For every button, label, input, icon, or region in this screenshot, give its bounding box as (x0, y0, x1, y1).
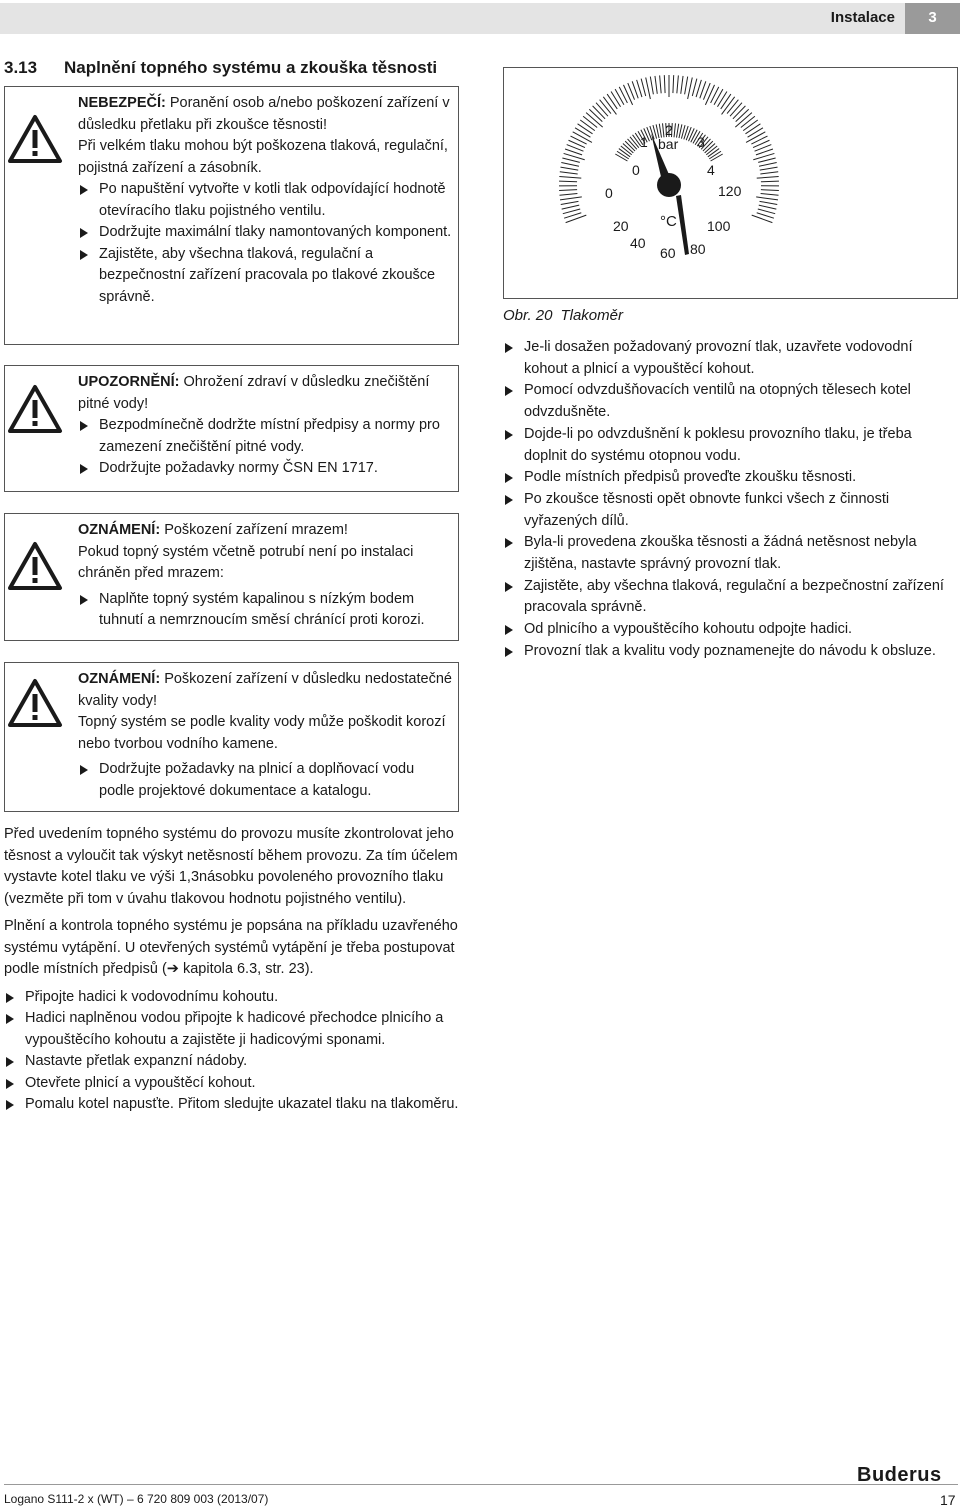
gauge-tick (559, 194, 577, 196)
gauge-tick (685, 77, 688, 95)
gauge-tick (593, 106, 606, 119)
gauge-tick (696, 80, 701, 97)
caution-lead: Ohrožení zdraví v důsledku znečištění pitné vody! (78, 374, 430, 412)
gauge-tick (759, 163, 777, 167)
gauge-tick (559, 176, 581, 178)
caution-text (78, 372, 452, 480)
gauge-tick (745, 124, 760, 134)
gauge-tick (560, 172, 578, 174)
gauge-tick (641, 79, 646, 96)
gauge-tick (756, 197, 778, 200)
notice-lead: Poškození zařízení mrazem! (160, 522, 348, 538)
danger-box (4, 86, 459, 345)
gauge-tick (733, 106, 746, 119)
bar-scale-2: 2 (665, 122, 673, 138)
gauge-tick (583, 116, 597, 127)
gauge-tick (596, 103, 608, 116)
body-paragraph: Před uvedením topného systému do provozu musíte zkontrolovat jeho těsnost a vyloučit tak výskyt netěsností během provozu. Za tím účelem vystavte kotel tlaku ve výši 1,3násobku povoleného provozního tlaku (vezměte při tom v úvahu tlakovou hodnotu pojistného ventilu). (4, 826, 458, 907)
gauge-tick (589, 109, 602, 121)
list-item: Připojte hadici k vodovodnímu kohoutu. (4, 987, 459, 1009)
temp-scale-120: 120 (718, 183, 742, 199)
chapter-number: 3 (928, 9, 937, 26)
list-item: Dodržujte požadavky na plnicí a doplňovací vodu podle projektové dokumentace a katalogu. (78, 759, 452, 802)
gauge-tick (655, 76, 657, 94)
temp-unit-label: °C (660, 213, 677, 230)
caution-label: UPOZORNĚNÍ: (78, 374, 180, 390)
brand-logo: Buderus (857, 1464, 942, 1486)
gauge-tick (681, 76, 683, 94)
notice-para: Topný systém se podle kvality vody může poškodit korozí nebo tvorbou vodního kamene. (78, 714, 446, 752)
notice-para: Pokud topný systém včetně potrubí není po instalaci chráněn před mrazem: (78, 543, 414, 581)
notice-label: OZNÁMENÍ: (78, 671, 161, 687)
figure-title: Tlakoměr (560, 307, 623, 324)
document-reference: Logano S111-2 x (WT) – 6 720 809 003 (2013/07) (4, 1492, 269, 1506)
gauge-tick (721, 94, 731, 109)
gauge-tick (741, 116, 755, 127)
gauge-inner-tick (615, 154, 627, 161)
gauge-tick (563, 209, 580, 214)
list-item: Dodržujte požadavky normy ČSN EN 1717. (78, 458, 452, 480)
temp-scale-20: 20 (613, 218, 629, 234)
danger-label: NEBEZPEČÍ: (78, 95, 166, 111)
notice-water-box (4, 662, 459, 812)
gauge-tick (673, 75, 674, 93)
section-heading (4, 58, 437, 78)
header-title: Instalace (830, 9, 895, 26)
gauge-tick (575, 128, 590, 137)
gauge-tick (746, 132, 765, 143)
gauge-tick (727, 100, 738, 114)
notice-water-text (78, 669, 452, 802)
gauge-tick (571, 136, 587, 144)
gauge-tick (760, 167, 778, 170)
danger-lead: Poranění osob a/nebo poškození zařízení v důsledku přetlaku při zkoušce těsnosti! (78, 95, 450, 133)
notice-frost-box (4, 513, 459, 641)
gauge-tick (637, 80, 642, 97)
gauge-tick (730, 103, 742, 116)
gauge-tick (748, 128, 763, 137)
gauge-tick (705, 85, 714, 105)
gauge-tick (758, 209, 775, 214)
list-item: Pomocí odvzdušňovacích ventilů na otopných tělesech kotel odvzdušněte. (503, 380, 958, 423)
notice-list (78, 759, 452, 802)
notice-frost-text (78, 520, 452, 632)
list-item: Dojde-li po odvzdušnění k poklesu provozního tlaku, je třeba doplnit do systému otopnou vodu. (503, 424, 958, 467)
gauge-tick (560, 167, 578, 170)
gauge-tick (562, 158, 579, 162)
list-item: Dodržujte maximální tlaky namontovaných komponent. (78, 222, 452, 244)
gauge-tick (660, 75, 662, 93)
gauge-tick (736, 109, 749, 121)
body-text (4, 824, 459, 1116)
gauge-tick (760, 172, 778, 174)
list-item: Bezpodmínečně dodržte místní předpisy a normy pro zamezení znečištění pitné vody. (78, 415, 452, 458)
procedure-list-right (503, 337, 958, 663)
gauge-tick (711, 87, 719, 103)
notice-lead: Poškození zařízení v důsledku nedostatečné kvality vody! (78, 671, 452, 709)
warning-triangle-icon (7, 383, 63, 435)
gauge-tick (611, 91, 620, 106)
list-item: Je-li dosažen požadovaný provozní tlak, uzavřete vodovodní kohout a plnicí a vypouštěcí kohout. (503, 337, 958, 380)
gauge-tick (664, 75, 665, 93)
list-item: Provozní tlak a kvalitu vody poznamenejte do návodu k obsluze. (503, 641, 958, 663)
page-number: 17 (940, 1492, 956, 1508)
gauge-tick (717, 91, 726, 106)
footer-divider (4, 1484, 958, 1485)
danger-para: Při velkém tlaku mohou být poškozena tlaková, regulační, pojistná zařízení a zásobník. (78, 138, 448, 176)
list-item: Zajistěte, aby všechna tlaková, regulační a bezpečnostní zařízení pracovala po tlakové zkoušce správně. (78, 244, 452, 309)
section-title: Naplnění topného systému a zkouška těsnosti (64, 58, 438, 77)
section-number: 3.13 (4, 58, 38, 77)
bar-scale-1: 1 (640, 134, 648, 150)
gauge-tick (561, 201, 579, 204)
gauge-tick (758, 158, 775, 162)
gauge-tick (757, 176, 779, 178)
temp-scale-40: 40 (630, 235, 646, 251)
gauge-tick (623, 85, 632, 105)
danger-list (78, 179, 452, 308)
list-item: Byla-li provedena zkouška těsnosti a žádná netěsnost nebyla zjištěna, nastavte správný provozní tlak. (503, 532, 958, 575)
temp-scale-60: 60 (660, 245, 676, 261)
gauge-tick (580, 120, 595, 131)
pressure-gauge-illustration (504, 68, 957, 298)
gauge-tick (646, 77, 651, 99)
list-item: Hadici naplněnou vodou připojte k hadicové přechodce plnicího a vypouštěcího kohoutu a zajistěte ji hadicovými sponami. (4, 1008, 459, 1051)
gauge-tick (751, 136, 767, 144)
procedure-list-left (4, 987, 459, 1116)
gauge-tick (562, 205, 580, 209)
warning-triangle-icon (7, 113, 63, 165)
list-item: Naplňte topný systém kapalinou s nízkým bodem tuhnutí a nemrznoucím směsí chránící proti korozi. (78, 589, 452, 632)
list-item: Otevřete plnicí a vypouštěcí kohout. (4, 1073, 459, 1095)
warning-triangle-icon (7, 677, 63, 729)
gauge-tick (714, 89, 723, 105)
gauge-hub (657, 173, 681, 197)
notice-label: OZNÁMENÍ: (78, 522, 161, 538)
gauge-tick (559, 190, 577, 191)
caution-list (78, 415, 452, 480)
gauge-tick (650, 77, 653, 95)
list-item: Podle místních předpisů proveďte zkoušku těsnosti. (503, 467, 958, 489)
gauge-tick (761, 181, 779, 182)
bar-scale-0: 0 (632, 162, 640, 178)
list-item: Po zkoušce těsnosti opět obnovte funkci všech z činnosti vyřazených dílů. (503, 489, 958, 532)
list-item: Po napuštění vytvořte v kotli tlak odpovídající hodnotě otevíracího tlaku pojistného ventilu. (78, 179, 452, 222)
gauge-tick (600, 100, 611, 114)
notice-list (78, 589, 452, 632)
figure-caption (503, 307, 623, 324)
gauge-tick (743, 120, 758, 131)
gauge-tick (688, 77, 693, 99)
list-item: Nastavte přetlak expanzní nádoby. (4, 1051, 459, 1073)
gauge-tick (578, 124, 593, 134)
figure-number: Obr. 20 (503, 307, 553, 324)
gauge-inner-tick (679, 124, 682, 138)
gauge-tick (692, 79, 697, 96)
list-item: Zajistěte, aby všechna tlaková, regulační a bezpečnostní zařízení pracovala správně. (503, 576, 958, 619)
gauge-tick (560, 197, 582, 200)
gauge-inner-tick (689, 128, 695, 141)
temp-scale-80: 80 (690, 241, 706, 257)
gauge-tick (607, 94, 617, 109)
gauge-tick (619, 87, 627, 103)
gauge-tick (561, 163, 579, 167)
gauge-tick (759, 205, 777, 209)
temp-scale-0: 0 (605, 185, 613, 201)
gauge-tick (761, 190, 779, 191)
gauge-tick (761, 194, 779, 196)
danger-text (78, 93, 452, 308)
body-paragraph: Plnění a kontrola topného systému je popsána na příkladu uzavřeného systému vytápění. U otevřených systémů vytápění je třeba postupovat podle místních předpisů (➔ kapitola 6.3, str. 23). (4, 918, 458, 977)
bar-scale-4: 4 (707, 162, 715, 178)
temperature-needle (676, 195, 689, 255)
header-bar (0, 3, 905, 34)
temp-scale-100: 100 (707, 218, 731, 234)
gauge-figure (503, 67, 958, 299)
bar-unit-label: bar (658, 136, 679, 152)
gauge-inner-tick (711, 154, 723, 161)
list-item: Pomalu kotel napusťte. Přitom sledujte ukazatel tlaku na tlakoměru. (4, 1094, 459, 1116)
gauge-tick (559, 181, 577, 182)
gauge-tick (677, 75, 679, 93)
bar-scale-3: 3 (697, 134, 705, 150)
caution-box (4, 365, 459, 492)
list-item: Od plnicího a vypouštěcího kohoutu odpojte hadici. (503, 619, 958, 641)
warning-triangle-icon (7, 540, 63, 592)
gauge-tick (615, 89, 624, 105)
gauge-tick (760, 201, 778, 204)
gauge-tick (573, 132, 592, 143)
